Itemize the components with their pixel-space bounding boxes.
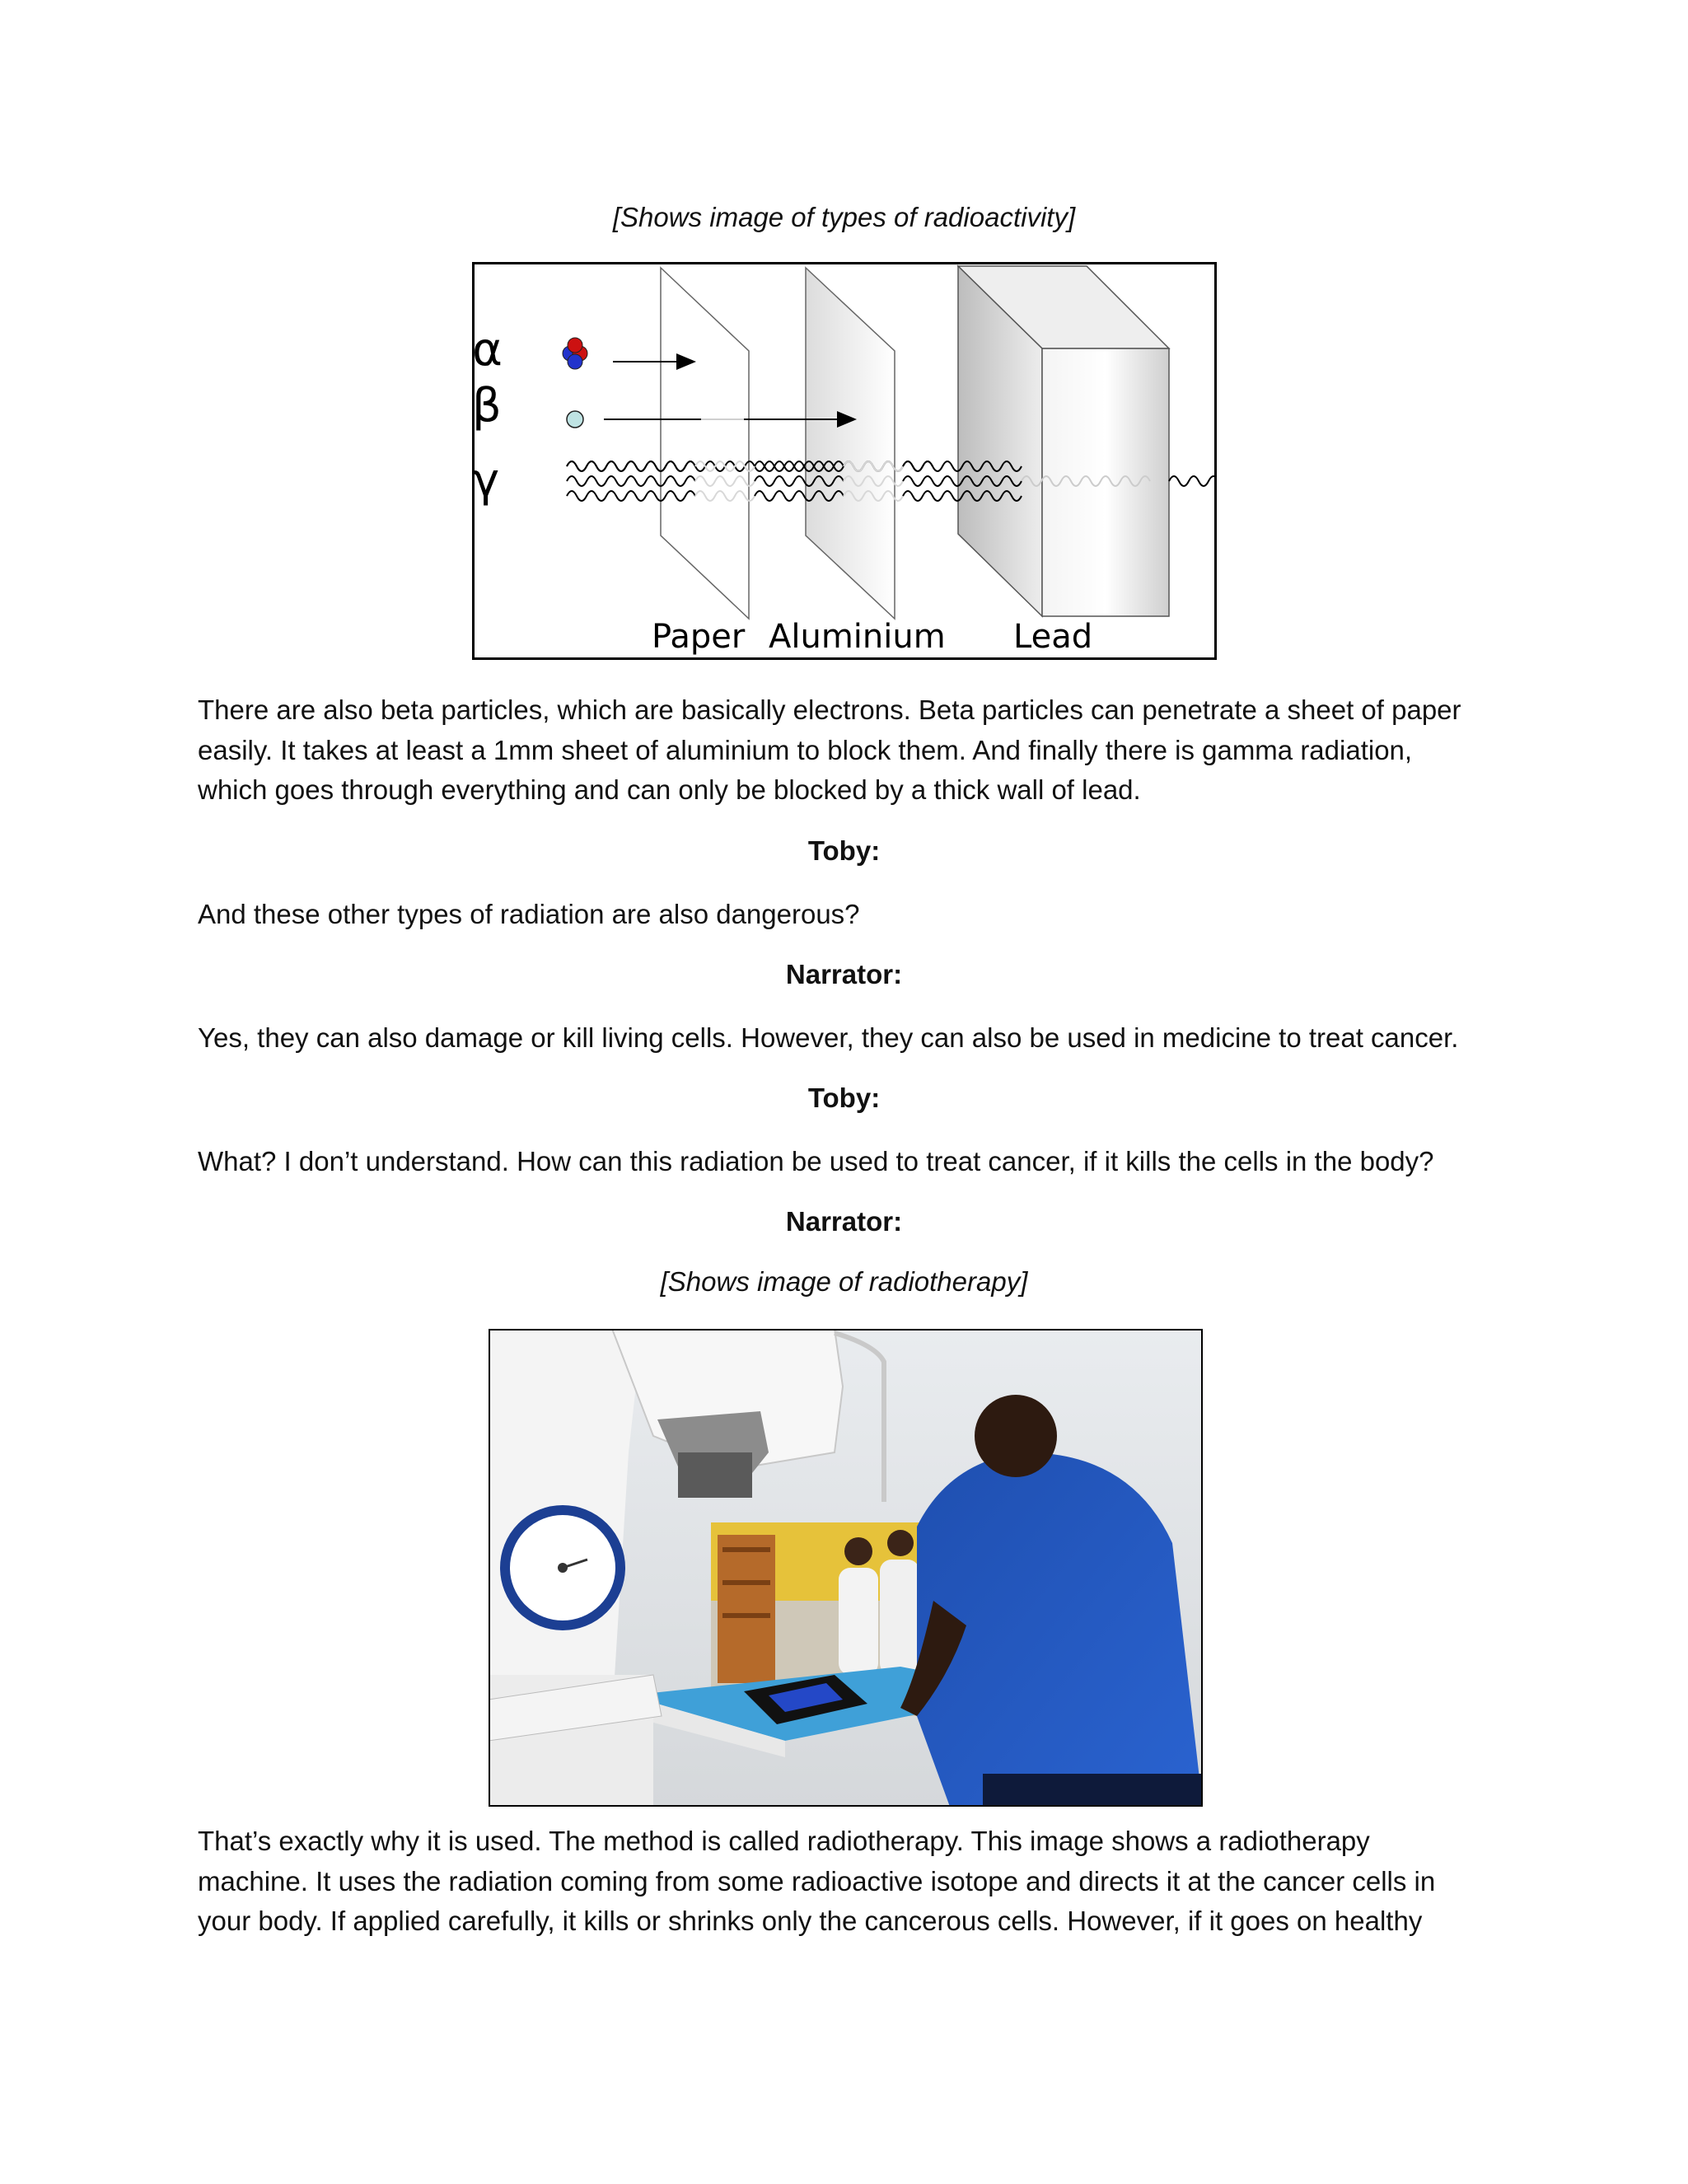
speaker-toby: Toby: bbox=[807, 835, 881, 866]
radioactivity-caption: [Shows image of types of radioactivity] bbox=[612, 202, 1076, 232]
text-line: Yes, they can also damage or kill living cells. However, they can also be used in medicine to treat cancer. bbox=[198, 1022, 1459, 1053]
beta-symbol: β bbox=[472, 379, 502, 433]
text-line: your body. If applied carefully, it kills or shrinks only the cancerous cells. However, if it goes on healthy bbox=[198, 1906, 1423, 1936]
text-line: easily. It takes at least a 1mm sheet of aluminium to block them. And finally there is gamma radiation, bbox=[198, 734, 1413, 765]
gamma-symbol: γ bbox=[472, 454, 500, 507]
text-line: What? I don’t understand. How can this radiation be used to treat cancer, if it kills the cells in the body? bbox=[198, 1146, 1434, 1176]
alpha-symbol: α bbox=[472, 323, 503, 376]
radiotherapy-caption: [Shows image of radiotherapy] bbox=[660, 1266, 1028, 1297]
beta-particle-icon bbox=[567, 411, 583, 428]
speaker-narrator: Narrator: bbox=[785, 959, 903, 989]
text-line: machine. It uses the radiation coming from some radioactive isotope and directs it at the cancer cells in bbox=[198, 1865, 1436, 1896]
text-line: That’s exactly why it is used. The method is called radiotherapy. This image shows a radiotherapy bbox=[198, 1826, 1370, 1856]
beta-paragraph bbox=[198, 690, 1499, 811]
text-line: And these other types of radiation are also dangerous? bbox=[198, 899, 860, 929]
speaker-toby: Toby: bbox=[807, 1083, 881, 1113]
text-line: There are also beta particles, which are basically electrons. Beta particles can penetrate a sheet of paper bbox=[198, 694, 1461, 725]
toby-question-2 bbox=[198, 1142, 1499, 1182]
narrator-answer-1 bbox=[198, 1018, 1499, 1059]
lead-block bbox=[958, 266, 1169, 616]
radiotherapy-paragraph bbox=[198, 1822, 1499, 1942]
paper-label: Paper bbox=[652, 618, 746, 656]
radiotherapy-photo bbox=[489, 1329, 1203, 1807]
radioactivity-diagram bbox=[472, 262, 1217, 660]
lead-label: Lead bbox=[1013, 618, 1093, 656]
text-line: which goes through everything and can only be blocked by a thick wall of lead. bbox=[198, 774, 1141, 805]
toby-question-1 bbox=[198, 895, 1499, 935]
aluminium-label: Aluminium bbox=[769, 618, 946, 656]
speaker-narrator: Narrator: bbox=[785, 1206, 903, 1237]
